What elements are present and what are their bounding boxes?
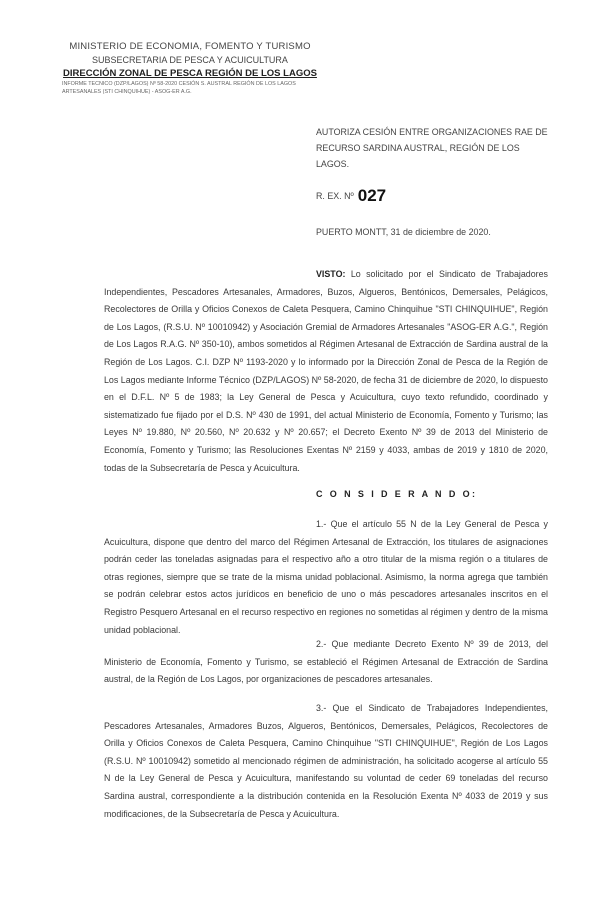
subsecretaria-name: SUBSECRETARIA DE PESCA Y ACUICULTURA [92, 55, 288, 65]
considerando-heading: C O N S I D E R A N D O: [316, 489, 478, 499]
reference-line-1: INFORME TECNICO (DZP/LAGOS) Nº 58-2020 CESIÓN S. AUSTRAL REGIÓN DE LOS LAGOS [62, 81, 296, 87]
paragraph-2-text: 2.- Que mediante Decreto Exento Nº 39 de 2013, del Ministerio de Economía, Fomento y Turismo, se estableció el Régimen Artesanal de Extracción de Sardina austral, de la Región de Los Lagos, por organizaciones de pescadores artesanales. [104, 639, 548, 685]
letterhead [40, 40, 340, 96]
direccion-zonal-name: DIRECCIÓN ZONAL DE PESCA REGIÓN DE LOS LAGOS [63, 68, 317, 79]
considerando-paragraph-1 [104, 516, 548, 639]
visto-section [104, 266, 548, 477]
reference-line-2: ARTESANALES (STI CHINQUIHUE) - ASOG-ER A.G. [62, 89, 192, 95]
ministry-name: MINISTERIO DE ECONOMIA, FOMENTO Y TURISMO [69, 41, 311, 52]
paragraph-1-text: 1.- Que el artículo 55 N de la Ley General de Pesca y Acuicultura, dispone que dentro del marco del Régimen Artesanal de Extracción, los titulares de asignaciones podrán ceder las toneladas asignadas para el respectivo año a otro titular de la misma región o a titulares de otras regiones, siempre que se trate de la misma unidad poblacional. Asimismo, la norma agrega que también se podrán celebrar estos actos jurídicos en beneficio de uno o más pescadores artesanales inscritos en el Registro Pesquero Artesanal en el recurso respectivo en regiones no sometidas al régimen y dentro de la misma unidad poblacional. [104, 519, 548, 635]
considerando-paragraph-2 [104, 636, 548, 689]
resolution-number [316, 187, 386, 206]
paragraph-3-text: 3.- Que el Sindicato de Trabajadores Independientes, Pescadores Artesanales, Armadores Buzos, Algueros, Bentónicos, Demersales, Pelágicos, Recolectores de Orilla y Oficios Conexos de Caleta Pesquera, Camino Chinquihue "STI CHINQUIHUE", Región de Los Lagos (R.S.U. Nº 10010942) sometido al mencionado régimen de administración, ha solicitado acogerse al artículo 55 N de la Ley General de Pesca y Acuicultura, manifestando su voluntad de ceder 69 toneladas del recurso Sardina austral, correspondiente a la distribución contenida en la Resolución Exenta Nº 4033 de 2019 y sus modificaciones, de la Subsecretaría de Pesca y Acuicultura. [104, 703, 548, 819]
visto-text: Lo solicitado por el Sindicato de Trabajadores Independientes, Pescadores Artesanales, Armadores, Buzos, Algueros, Bentónicos, Demersales, Pelágicos, Recolectores de Orilla y Oficios Conexos de Caleta Pesquera, Camino Chinquihue "STI CHINQUIHUE", Región de Los Lagos, (R.S.U. Nº 10010942) y Asociación Gremial de Armadores Artesanales "ASOG-ER A.G.", Región de Los Lagos R.A.G. Nº 350-10), ambos sometidos al Régimen Artesanal de Extracción de Sardina austral de la Región de Los Lagos. C.I. DZP Nº 1193-2020 y lo informado por la Dirección Zonal de Pesca de la Región de Los Lagos mediante Informe Técnico (DZP/LAGOS) Nº 58-2020, de fecha 31 de diciembre de 2020, lo dispuesto en el D.F.L. Nº 5 de 1983; la Ley General de Pesca y Acuicultura, cuyo texto refundido, coordinado y sistematizado fue fijado por el D.S. Nº 430 de 1991, del actual Ministerio de Economía, Fomento y Turismo; las Leyes Nº 19.880, Nº 20.560, Nº 20.632 y Nº 20.657; el Decreto Exento Nº 39 de 2013 del Ministerio de Economía, Fomento y Turismo; las Resoluciones Exentas Nº 2159 y 4033, ambas de 2019 y 1810 de 2020, todas de la Subsecretaría de Pesca y Acuicultura. [104, 269, 548, 473]
considerando-paragraph-3 [104, 700, 548, 823]
resolution-number-value: 027 [357, 186, 387, 205]
resolution-date: PUERTO MONTT, 31 de diciembre de 2020. [316, 227, 491, 237]
resolution-label: R. EX. Nº [316, 191, 354, 201]
visto-heading: VISTO: [316, 269, 346, 279]
resolution-subject: AUTORIZA CESIÓN ENTRE ORGANIZACIONES RAE DE RECURSO SARDINA AUSTRAL, REGIÓN DE LOS LAGOS. [316, 127, 548, 169]
